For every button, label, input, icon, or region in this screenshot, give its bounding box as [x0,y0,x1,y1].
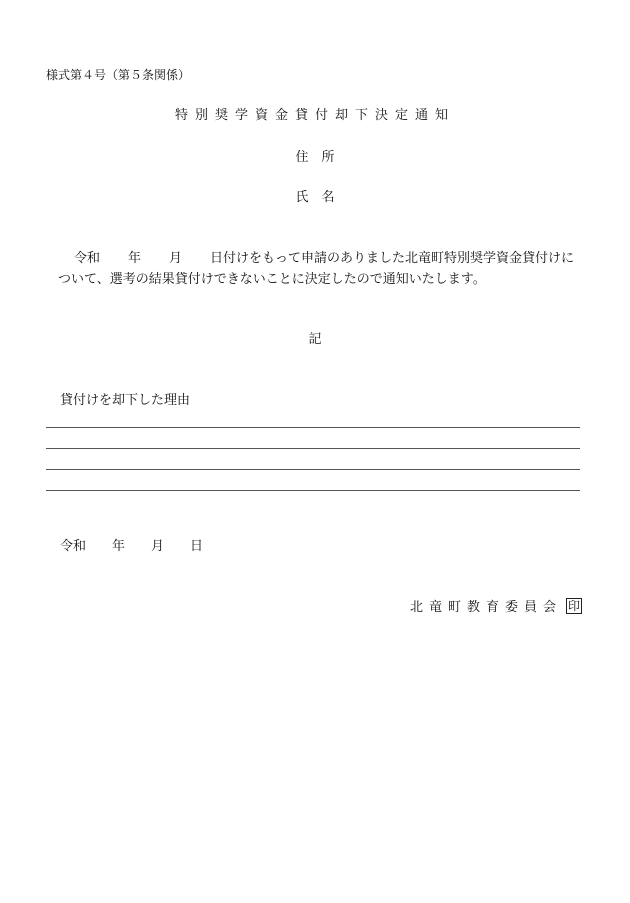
body-era: 令和 [74,251,101,266]
issuer-block [410,596,582,615]
name-label: 氏名 [295,190,348,205]
body-year-unit: 年 [128,251,142,266]
address-label: 住所 [295,150,348,165]
seal-mark: 印 [567,598,580,613]
date-day-unit: 日 [190,539,204,554]
issuer-name: 北竜町教育委員会 [409,600,562,615]
document-title: 特別奨学資金貸付却下決定通知 [174,108,455,123]
date-era: 令和 [60,539,87,554]
reason-label: 貸付けを却下した理由 [60,393,191,408]
date-month-unit: 月 [151,539,165,554]
reason-line [46,427,580,428]
ki-heading: 記 [308,332,322,347]
body-line-1-text: 日付けをもって申請のありました北竜町特別奨学資金貸付けに [210,251,575,266]
date-year-unit: 年 [112,539,126,554]
body-line-2: ついて、選考の結果貸付けできないことに決定したので通知いたします。 [58,272,486,287]
body-month-unit: 月 [169,251,183,266]
reason-line [46,448,580,449]
reason-line [46,469,580,470]
reason-line [46,490,580,491]
body-line-1 [74,247,574,266]
form-number: 様式第４号（第５条関係） [46,68,191,82]
date-line [60,535,203,554]
